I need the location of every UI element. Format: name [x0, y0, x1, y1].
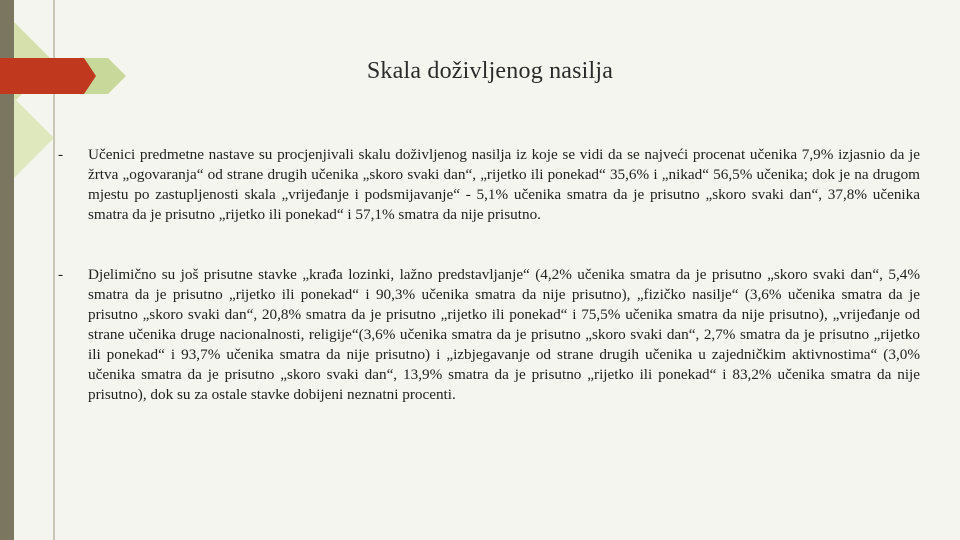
decor-red-arrow	[0, 58, 96, 94]
bullet-item	[58, 265, 920, 405]
slide-title: Skala doživljenog nasilja	[366, 58, 614, 84]
bullet-text: Djelimično su još prisutne stavke „krađa lozinki, lažno predstavljanje“ (4,2% učenika smatra da je prisutno „skoro svaki dan“, 5,4% smatra da je prisutno „rijetko ili ponekad“ i 90,3% učenika smatra da nije prisutno), „fizičko nasilje“ (3,6% učenika smatra da je prisutno „skoro svaki dan“, 20,8% smatra da je prisutno „rijetko ili ponekad“ i 75,5% učenika smatra da nije prisutno), „vrijeđanje od strane učenika druge nacionalnosti, religije“(3,6% učenika smatra da je prisutno „skoro svaki dan“, 2,7% smatra da je prisutno „rijetko ili ponekad“ i 93,7% učenika smatra da nije prisutno) i „izbjegavanje od strane drugih učenika u zajedničkim aktivnostima“ (3,0% učenika smatra da je prisutno „skoro svaki dan“, 13,9% smatra da je prisutno „rijetko ili ponekad“ i 83,2% učenika smatra da nije prisutno), dok su za ostale stavke dobijeni neznatni procenti.	[88, 266, 920, 403]
slide-content	[58, 145, 920, 445]
decor-chevron-lower	[14, 98, 54, 178]
bullet-item	[58, 145, 920, 225]
bullet-marker: -	[58, 266, 64, 283]
bullet-text: Učenici predmetne nastave su procjenjivali skalu doživljenog nasilja iz koje se vidi da se najveći procenat učenika 7,9% izjasnio da je žrtva „ogovaranja“ od strane drugih učenika „skoro svaki dan“, „rijetko ili ponekad“ 35,6% i „nikad“ 56,5% učenika; dok je na drugom mjestu po zastupljenosti skala „vrijeđanje i podsmijavanje“ - 5,1% učenika smatra da je prisutno „skoro svaki dan“, 37,8% učenika smatra da je prisutno „rijetko ili ponekad“ i 57,1% smatra da nije prisutno.	[88, 146, 920, 223]
bullet-marker: -	[58, 146, 64, 163]
